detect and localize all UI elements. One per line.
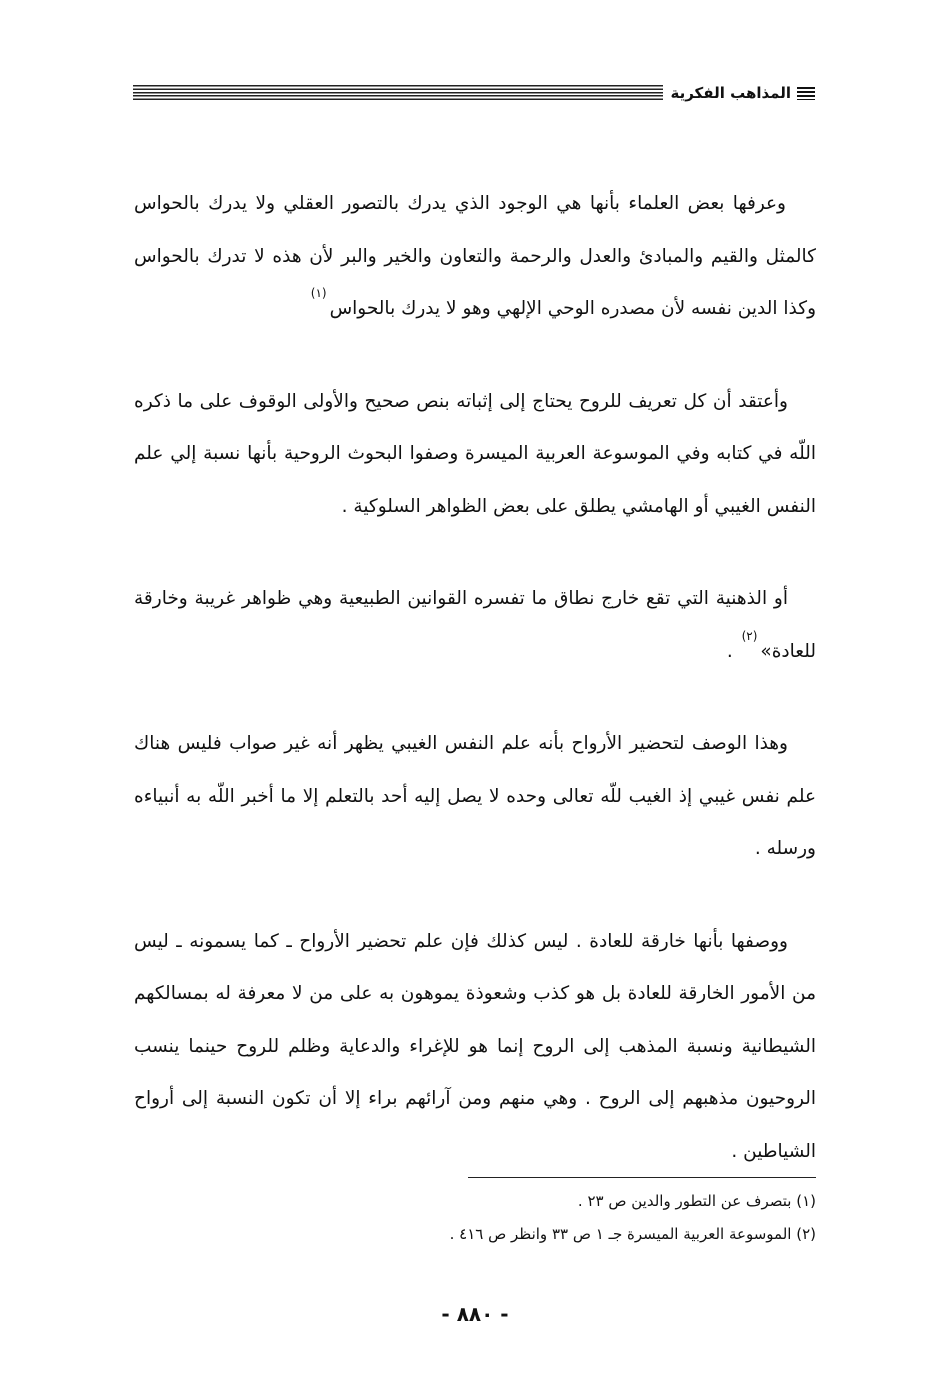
footnote-separator bbox=[468, 1177, 816, 1178]
body-text bbox=[134, 178, 816, 1218]
header-rule-lines bbox=[133, 85, 663, 102]
paragraph: وعرفها بعض العلماء بأنها هي الوجود الذي يدرك بالتصور العقلي ولا يدرك بالحواس كالمثل والقيم والمبادئ والعدل والرحمة والتعاون والخير والبر لأن هذه لا تدرك بالحواس وكذا الدين نفسه لأن مصدره الوحي الإلهي وهو لا يدرك بالحواس$^{(١)}$ bbox=[134, 193, 816, 319]
footnote-reference: (٢) bbox=[741, 628, 758, 643]
paragraph: وأعتقد أن كل تعريف للروح يحتاج إلى إثباته بنص صحيح والأولى الوقوف على ما ذكره اللّه في كتابه وفي الموسوعة العربية الميسرة وصفوا البحوث الروحية بأنها نسبة إلي علم النفس الغيبي أو الهامشي يطلق على بعض الظواهر السلوكية . bbox=[134, 390, 816, 517]
page-number: - ٨٨٠ - bbox=[441, 1302, 509, 1326]
footnote: (١) بتصرف عن التطور والدين ص ٢٣ . bbox=[577, 1192, 816, 1210]
running-header bbox=[133, 78, 815, 108]
footnotes bbox=[134, 1185, 816, 1251]
paragraph: ووصفها بأنها خارقة للعادة . ليس كذلك فإن علم تحضير الأرواح ـ كما يسمونه ـ ليس من الأمور الخارقة للعادة بل هو كذب وشعوذة يموهون به على من لا معرفة له بمسالكهم الشيطانية ونسبة المذهب إلى الروح إنما هو للإغراء والدعاية وظلم للروح حينما ينسب الروحيون مذهبهم إلى الروح . وهي منهم ومن آرائهم براء إلا أن تكون النسبة إلى أرواح الشياطين . bbox=[134, 930, 816, 1162]
paragraph: أو الذهنية التي تقع خارج نطاق ما تفسره القوانين الطبيعية وهي ظواهر غريبة وخارقة للعادة»$^{(٢)}$ . bbox=[134, 588, 816, 662]
footnote: (٢) الموسوعة العربية الميسرة جـ ١ ص ٣٣ وانظر ص ٤١٦ . bbox=[449, 1225, 816, 1243]
footnote-reference: (١) bbox=[310, 286, 327, 300]
header-title: المذاهب الفكرية bbox=[670, 84, 791, 102]
header-ornament-icon bbox=[797, 87, 815, 100]
paragraph: وهذا الوصف لتحضير الأرواح بأنه علم النفس الغيبي يظهر أنه غير صواب فليس هناك علم نفس غيبي إذ الغيب للّه تعالى وحده لا يصل إليه أحد بالتعلم إلا ما أخبر اللّه به أنبياءه ورسله . bbox=[134, 733, 816, 859]
